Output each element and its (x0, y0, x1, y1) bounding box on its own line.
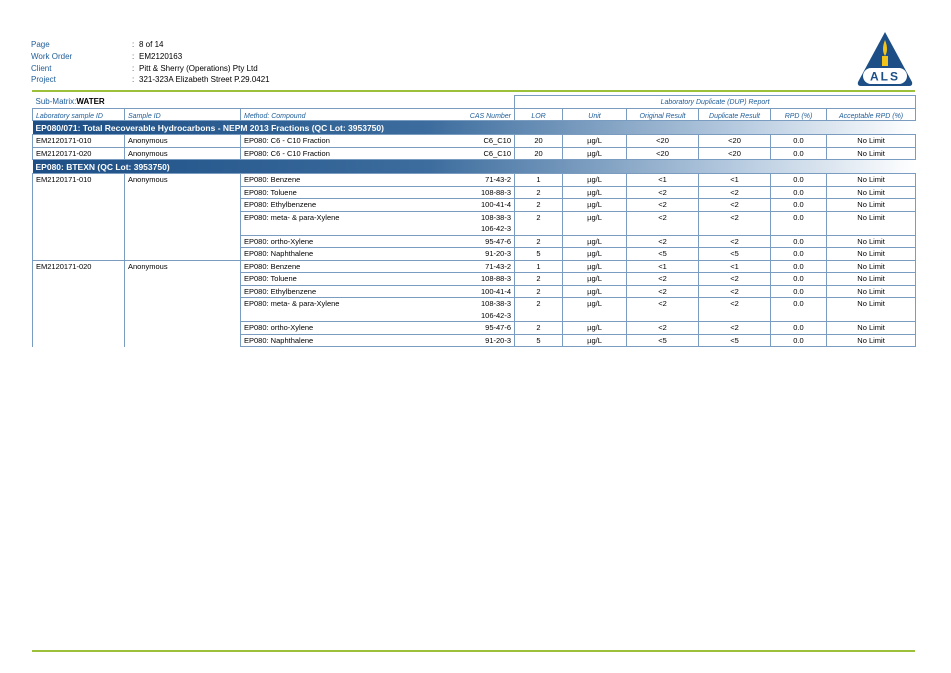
method-compound-continued (241, 223, 427, 235)
rpd: 0.0 (771, 298, 827, 322)
unit: µg/L (563, 147, 627, 160)
rpd: 0.0 (771, 334, 827, 347)
duplicate-result: <2 (699, 186, 771, 199)
acceptable-rpd: No Limit (827, 174, 916, 187)
group-title-trh: EP080/071: Total Recoverable Hydrocarbons - NEPM 2013 Fractions (QC Lot: 3953750) (33, 121, 916, 135)
method-compound: EP080: meta- & para-Xylene (241, 298, 427, 310)
unit: µg/L (563, 322, 627, 335)
rpd: 0.0 (771, 235, 827, 248)
project-label: Project (31, 75, 56, 85)
method-compound: EP080: Naphthalene (241, 248, 427, 261)
original-result: <2 (627, 199, 699, 212)
original-result: <2 (627, 298, 699, 322)
original-result: <2 (627, 285, 699, 298)
col-acc: Acceptable RPD (%) (827, 109, 916, 121)
duplicate-result: <2 (699, 199, 771, 212)
acceptable-rpd: No Limit (827, 260, 916, 273)
submatrix-label: Sub-Matrix: (35, 97, 77, 107)
duplicate-result: <2 (699, 322, 771, 335)
unit: µg/L (563, 285, 627, 298)
acceptable-rpd: No Limit (827, 135, 916, 148)
lor: 20 (515, 147, 563, 160)
separator: : (132, 75, 135, 85)
rpd: 0.0 (771, 248, 827, 261)
col-orig: Original Result (627, 109, 699, 121)
col-rpd: RPD (%) (771, 109, 827, 121)
group-title-btexn: EP080: BTEXN (QC Lot: 3953750) (33, 160, 916, 174)
footer-divider (32, 650, 915, 652)
header-row-client (31, 63, 270, 75)
col-lor: LOR (515, 109, 563, 121)
lor: 2 (515, 199, 563, 212)
duplicate-result: <2 (699, 273, 771, 286)
lor: 1 (515, 174, 563, 187)
table-row (33, 260, 916, 273)
acceptable-rpd: No Limit (827, 285, 916, 298)
duplicate-result: <1 (699, 174, 771, 187)
method-compound: EP080: Toluene (241, 186, 427, 199)
rpd: 0.0 (771, 260, 827, 273)
sample-id: Anonymous (125, 174, 241, 261)
lor: 2 (515, 285, 563, 298)
lab-sample-id: EM2120171-020 (33, 147, 125, 160)
unit: µg/L (563, 199, 627, 212)
method-compound: EP080: Ethylbenzene (241, 199, 427, 212)
rpd: 0.0 (771, 174, 827, 187)
unit: µg/L (563, 248, 627, 261)
lor: 1 (515, 260, 563, 273)
lab-sample-id: EM2120171-020 (33, 260, 125, 347)
original-result: <2 (627, 211, 699, 235)
method-compound: EP080: Benzene (241, 260, 427, 273)
unit: µg/L (563, 298, 627, 322)
lor: 2 (515, 298, 563, 322)
header-row-page (31, 39, 270, 51)
sample-id: Anonymous (125, 135, 241, 148)
original-result: <20 (627, 147, 699, 160)
cas-number-secondary: 106-42-3 (480, 310, 512, 320)
unit: µg/L (563, 273, 627, 286)
original-result: <2 (627, 273, 699, 286)
acceptable-rpd: No Limit (827, 186, 916, 199)
unit: µg/L (563, 174, 627, 187)
cas-number: C6_C10 (427, 135, 515, 148)
duplicate-result: <20 (699, 147, 771, 160)
rpd: 0.0 (771, 199, 827, 212)
method-compound: EP080: C6 - C10 Fraction (241, 135, 427, 148)
original-result: <2 (627, 235, 699, 248)
method-compound: EP080: Naphthalene (241, 334, 427, 347)
cas-number: C6_C10 (427, 147, 515, 160)
original-result: <1 (627, 174, 699, 187)
duplicate-result: <5 (699, 248, 771, 261)
sample-id: Anonymous (125, 260, 241, 347)
method-compound-continued (241, 310, 427, 322)
acceptable-rpd: No Limit (827, 147, 916, 160)
col-method: Method: Compound (241, 109, 427, 121)
work-order-value: EM2120163 (139, 51, 183, 61)
method-compound: EP080: Ethylbenzene (241, 285, 427, 298)
report-header (31, 39, 270, 86)
duplicate-result: <2 (699, 285, 771, 298)
lor: 5 (515, 248, 563, 261)
table-row (33, 147, 916, 160)
logo-text: ALS (870, 69, 900, 84)
acceptable-rpd: No Limit (827, 211, 916, 235)
cas-number: 100-41-4 (427, 199, 515, 212)
acceptable-rpd: No Limit (827, 322, 916, 335)
method-compound: EP080: ortho-Xylene (241, 235, 427, 248)
unit: µg/L (563, 260, 627, 273)
submatrix-value: WATER (76, 97, 105, 107)
cas-number: 108-88-3 (427, 186, 515, 199)
lor: 2 (515, 211, 563, 235)
original-result: <1 (627, 260, 699, 273)
lor: 2 (515, 186, 563, 199)
rpd: 0.0 (771, 285, 827, 298)
rpd: 0.0 (771, 273, 827, 286)
original-result: <2 (627, 186, 699, 199)
original-result: <5 (627, 248, 699, 261)
duplicate-result: <2 (699, 298, 771, 322)
acceptable-rpd: No Limit (827, 248, 916, 261)
separator: : (132, 40, 135, 49)
rpd: 0.0 (771, 322, 827, 335)
separator: : (132, 63, 135, 73)
lor: 2 (515, 273, 563, 286)
method-compound: EP080: meta- & para-Xylene (241, 211, 427, 223)
work-order-label: Work Order (31, 51, 73, 61)
acceptable-rpd: No Limit (827, 273, 916, 286)
rpd: 0.0 (771, 211, 827, 235)
table-row (33, 135, 916, 148)
logo-flask (882, 56, 888, 66)
header-row-project (31, 74, 270, 86)
unit: µg/L (563, 235, 627, 248)
cas-number: 95-47-6 (427, 322, 515, 335)
cas-number: 95-47-6 (427, 235, 515, 248)
cas-number: 91-20-3 (427, 334, 515, 347)
cas-number: 100-41-4 (427, 285, 515, 298)
lab-sample-id: EM2120171-010 (33, 135, 125, 148)
cas-number: 91-20-3 (427, 248, 515, 261)
project-value: 321-323A Elizabeth Street P.29.0421 (139, 75, 270, 85)
col-cas: CAS Number (427, 109, 515, 121)
rpd: 0.0 (771, 135, 827, 148)
client-value: Pitt & Sherry (Operations) Pty Ltd (139, 63, 258, 73)
duplicate-result: <2 (699, 235, 771, 248)
unit: µg/L (563, 135, 627, 148)
lor: 5 (515, 334, 563, 347)
lor: 20 (515, 135, 563, 148)
separator: : (132, 51, 135, 61)
lor: 2 (515, 235, 563, 248)
unit: µg/L (563, 186, 627, 199)
acceptable-rpd: No Limit (827, 199, 916, 212)
col-unit: Unit (563, 109, 627, 121)
original-result: <2 (627, 322, 699, 335)
cas-number: 71-43-2 (427, 260, 515, 273)
table-row (33, 174, 916, 187)
header-divider (32, 90, 915, 92)
cas-number-secondary: 106-42-3 (480, 224, 512, 233)
als-logo (855, 30, 915, 88)
lor: 2 (515, 322, 563, 335)
unit: µg/L (563, 334, 627, 347)
original-result: <5 (627, 334, 699, 347)
rpd: 0.0 (771, 186, 827, 199)
cas-number: 108-38-3 (427, 211, 515, 223)
cas-number: 108-38-3 (427, 298, 515, 310)
acceptable-rpd: No Limit (827, 298, 916, 322)
sample-id: Anonymous (125, 147, 241, 160)
acceptable-rpd: No Limit (827, 334, 916, 347)
cas-number: 108-88-3 (427, 273, 515, 286)
method-compound: EP080: C6 - C10 Fraction (241, 147, 427, 160)
header-row-work-order (31, 51, 270, 63)
client-label: Client (31, 63, 52, 73)
method-compound: EP080: Benzene (241, 174, 427, 187)
submatrix (33, 96, 515, 109)
duplicate-result: <5 (699, 334, 771, 347)
method-compound: EP080: ortho-Xylene (241, 322, 427, 335)
page-label: Page (31, 40, 50, 49)
col-lab-id: Laboratory sample ID (33, 109, 125, 121)
original-result: <20 (627, 135, 699, 148)
duplicate-result: <2 (699, 211, 771, 235)
page-value: 8 of 14 (139, 40, 164, 49)
col-dup: Duplicate Result (699, 109, 771, 121)
unit: µg/L (563, 211, 627, 235)
method-compound: EP080: Toluene (241, 273, 427, 286)
col-sample-id: Sample ID (125, 109, 241, 121)
duplicate-result: <20 (699, 135, 771, 148)
report-title: Laboratory Duplicate (DUP) Report (515, 96, 916, 109)
duplicate-result: <1 (699, 260, 771, 273)
lab-sample-id: EM2120171-010 (33, 174, 125, 261)
cas-number: 71-43-2 (427, 174, 515, 187)
duplicate-report-table (32, 95, 916, 347)
rpd: 0.0 (771, 147, 827, 160)
acceptable-rpd: No Limit (827, 235, 916, 248)
